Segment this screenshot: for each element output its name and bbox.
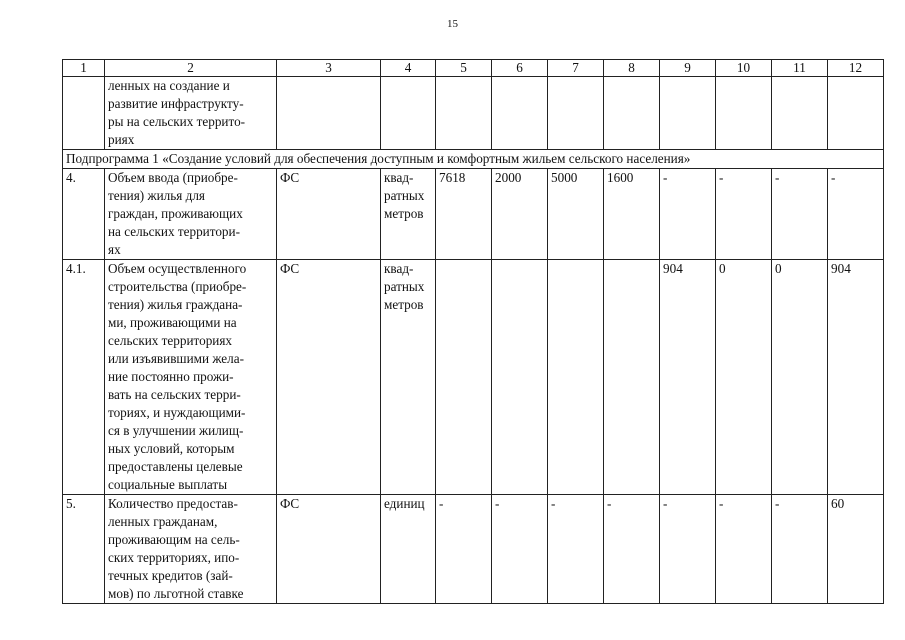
indicator-line: ях xyxy=(108,242,121,257)
cell-col11 xyxy=(772,77,828,150)
header-col-10: 10 xyxy=(716,60,772,77)
unit-line: метров xyxy=(384,206,424,221)
indicator-line: мов) по льготной ставке xyxy=(108,586,244,601)
cell-col6: 2000 xyxy=(492,169,548,260)
indicator-line: строительства (приобре- xyxy=(108,279,247,294)
header-col-4: 4 xyxy=(381,60,436,77)
unit-line: ратных xyxy=(384,279,425,294)
cell-col10: 0 xyxy=(716,260,772,495)
indicator-line: на сельских территори- xyxy=(108,224,240,239)
cell-unit xyxy=(381,260,436,495)
indicator-line: ных условий, которым xyxy=(108,441,235,456)
cell-col10: - xyxy=(716,169,772,260)
cell-col6 xyxy=(492,77,548,150)
indicator-line: ленных на создание и xyxy=(108,78,230,93)
cell-col11: - xyxy=(772,495,828,604)
indicator-line: ториях, и нуждающими- xyxy=(108,405,246,420)
header-col-7: 7 xyxy=(548,60,604,77)
header-col-1: 1 xyxy=(63,60,105,77)
indicator-line: сельских территориях xyxy=(108,333,233,348)
indicator-line: тения) жилья для xyxy=(108,188,205,203)
indicator-line: тения) жилья граждана- xyxy=(108,297,243,312)
cell-col5 xyxy=(436,77,492,150)
table-row xyxy=(63,169,884,260)
indicator-line: предоставлены целевые xyxy=(108,459,243,474)
indicator-line: Объем осуществленного xyxy=(108,261,247,276)
table-row xyxy=(63,260,884,495)
cell-col10 xyxy=(716,77,772,150)
cell-col7 xyxy=(548,77,604,150)
cell-col5: - xyxy=(436,495,492,604)
indicator-line: развитие инфраструкту- xyxy=(108,96,244,111)
page-number: 15 xyxy=(447,18,458,30)
cell-col12: 60 xyxy=(828,495,884,604)
indicator-line: вать на сельских терри- xyxy=(108,387,241,402)
cell-col9: 904 xyxy=(660,260,716,495)
cell-col3: ФС xyxy=(277,495,381,604)
indicator-line: социальные выплаты xyxy=(108,477,228,492)
cell-col8: 1600 xyxy=(604,169,660,260)
header-col-3: 3 xyxy=(277,60,381,77)
indicator-line: ся в улучшении жилищ- xyxy=(108,423,244,438)
unit-line: ратных xyxy=(384,188,425,203)
indicator-line: ских территориях, ипо- xyxy=(108,550,240,565)
indicator-line: риях xyxy=(108,132,135,147)
cell-num xyxy=(63,77,105,150)
header-col-11: 11 xyxy=(772,60,828,77)
cell-col12: 904 xyxy=(828,260,884,495)
cell-col3: ФС xyxy=(277,260,381,495)
indicator-line: ние постоянно прожи- xyxy=(108,369,234,384)
cell-col8: - xyxy=(604,495,660,604)
cell-indicator xyxy=(105,77,277,150)
cell-unit xyxy=(381,169,436,260)
indicator-line: проживающим на сель- xyxy=(108,532,240,547)
subprogram-row xyxy=(63,150,884,169)
cell-col7: - xyxy=(548,495,604,604)
header-col-9: 9 xyxy=(660,60,716,77)
header-col-5: 5 xyxy=(436,60,492,77)
cell-num: 5. xyxy=(63,495,105,604)
header-col-6: 6 xyxy=(492,60,548,77)
header-col-8: 8 xyxy=(604,60,660,77)
cell-col11: 0 xyxy=(772,260,828,495)
cell-col9 xyxy=(660,77,716,150)
unit-line: метров xyxy=(384,297,424,312)
cell-indicator xyxy=(105,169,277,260)
header-row xyxy=(63,60,884,77)
header-col-12: 12 xyxy=(828,60,884,77)
cell-col7: 5000 xyxy=(548,169,604,260)
cell-col8 xyxy=(604,77,660,150)
cell-unit: единиц xyxy=(381,495,436,604)
cell-col6 xyxy=(492,260,548,495)
indicator-line: Объем ввода (приобре- xyxy=(108,170,238,185)
indicator-line: или изъявившими жела- xyxy=(108,351,244,366)
cell-col12: - xyxy=(828,169,884,260)
indicator-line: ми, проживающими на xyxy=(108,315,237,330)
cell-col10: - xyxy=(716,495,772,604)
cell-col8 xyxy=(604,260,660,495)
table-row xyxy=(63,77,884,150)
cell-col6: - xyxy=(492,495,548,604)
cell-col9: - xyxy=(660,169,716,260)
cell-num: 4. xyxy=(63,169,105,260)
indicators-table xyxy=(62,59,884,604)
cell-col3: ФС xyxy=(277,169,381,260)
cell-col11: - xyxy=(772,169,828,260)
cell-indicator xyxy=(105,495,277,604)
indicator-line: Количество предостав- xyxy=(108,496,238,511)
cell-col5 xyxy=(436,260,492,495)
cell-col12 xyxy=(828,77,884,150)
header-col-2: 2 xyxy=(105,60,277,77)
cell-col7 xyxy=(548,260,604,495)
indicator-line: течных кредитов (зай- xyxy=(108,568,233,583)
indicator-line: ленных гражданам, xyxy=(108,514,218,529)
cell-col9: - xyxy=(660,495,716,604)
subprogram-title: Подпрограмма 1 «Создание условий для обеспечения доступным и комфортным жильем сельского населения» xyxy=(63,150,884,169)
cell-col4 xyxy=(381,77,436,150)
indicator-line: ры на сельских террито- xyxy=(108,114,246,129)
cell-col3 xyxy=(277,77,381,150)
cell-col5: 7618 xyxy=(436,169,492,260)
table-row xyxy=(63,495,884,604)
indicator-line: граждан, проживающих xyxy=(108,206,243,221)
cell-num: 4.1. xyxy=(63,260,105,495)
unit-line: квад- xyxy=(384,170,414,185)
cell-indicator xyxy=(105,260,277,495)
unit-line: квад- xyxy=(384,261,414,276)
